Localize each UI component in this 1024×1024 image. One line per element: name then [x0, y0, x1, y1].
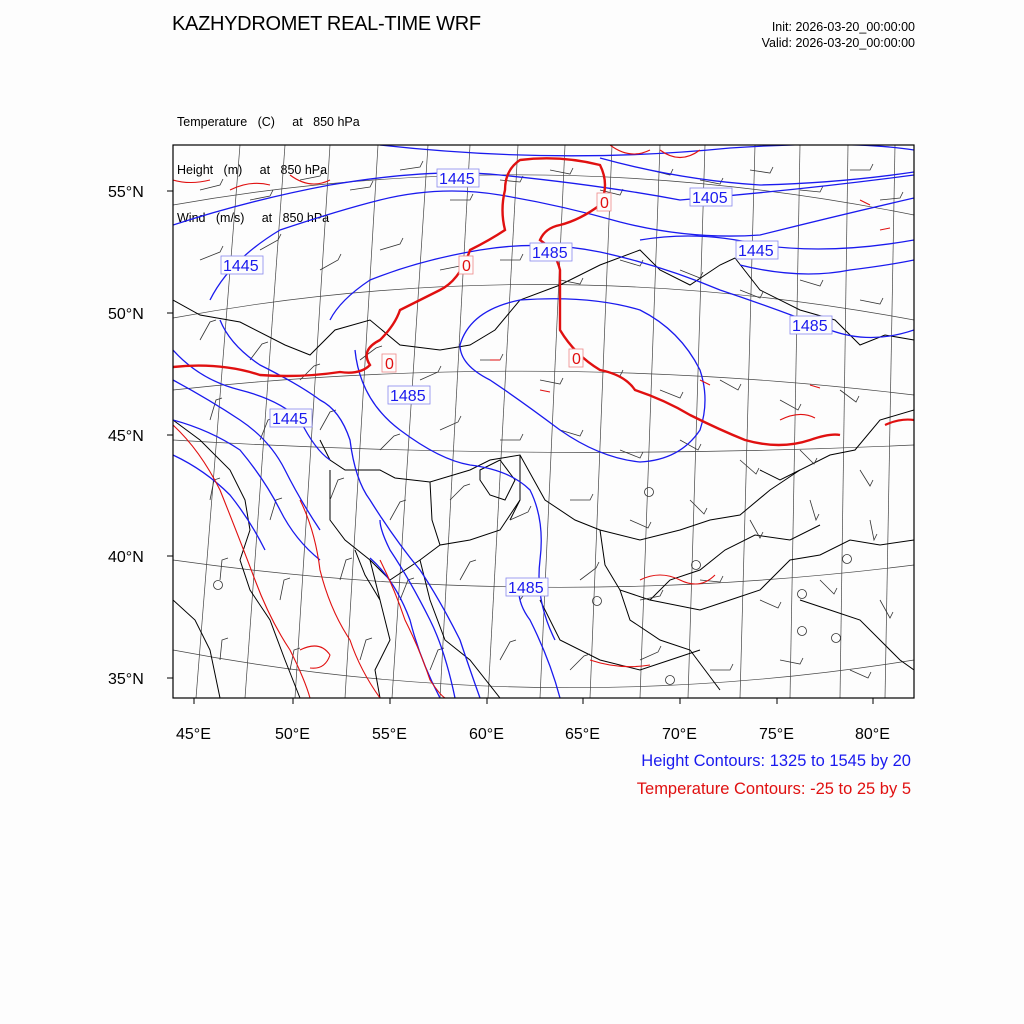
temperature-contour-label: 0 [572, 351, 581, 368]
lon-label: 55°E [372, 726, 407, 743]
map-title: KAZHYDROMET REAL-TIME WRF [172, 13, 481, 35]
lon-label: 80°E [855, 726, 890, 743]
lon-label: 75°E [759, 726, 794, 743]
lat-label: 50°N [108, 306, 144, 323]
lat-label: 55°N [108, 184, 144, 201]
height-field-label: Height (m) at 850 hPa [177, 163, 328, 177]
height-contour-label: 1485 [390, 388, 426, 405]
temperature-contour-label: 0 [600, 195, 609, 212]
height-contour-label: 1445 [272, 411, 308, 428]
height-contour-label: 1445 [738, 243, 774, 260]
lat-label: 35°N [108, 671, 144, 688]
init-time: Init: 2026-03-20_00:00:00 [771, 20, 915, 34]
temperature-contour-label: 0 [385, 356, 394, 373]
valid-time: Valid: 2026-03-20_00:00:00 [761, 36, 915, 50]
height-contour-label: 1445 [439, 171, 475, 188]
lat-label: 40°N [108, 549, 144, 566]
height-contour-legend: Height Contours: 1325 to 1545 by 20 [641, 752, 911, 770]
temperature-contour-label: 0 [462, 258, 471, 275]
lon-label: 60°E [469, 726, 504, 743]
lon-label: 65°E [565, 726, 600, 743]
height-contour-label: 1485 [792, 318, 828, 335]
lon-label: 70°E [662, 726, 697, 743]
lon-label: 50°E [275, 726, 310, 743]
height-contour-label: 1405 [692, 190, 728, 207]
wind-field-label: Wind (m/s) at 850 hPa [177, 211, 330, 225]
lon-label: 45°E [176, 726, 211, 743]
lat-label: 45°N [108, 428, 144, 445]
temperature-contour-legend: Temperature Contours: -25 to 25 by 5 [636, 780, 911, 798]
temperature-field-label: Temperature (C) at 850 hPa [177, 115, 360, 129]
height-contour-label: 1445 [223, 258, 259, 275]
height-contour-label: 1485 [508, 580, 544, 597]
height-contour-label: 1485 [532, 245, 568, 262]
